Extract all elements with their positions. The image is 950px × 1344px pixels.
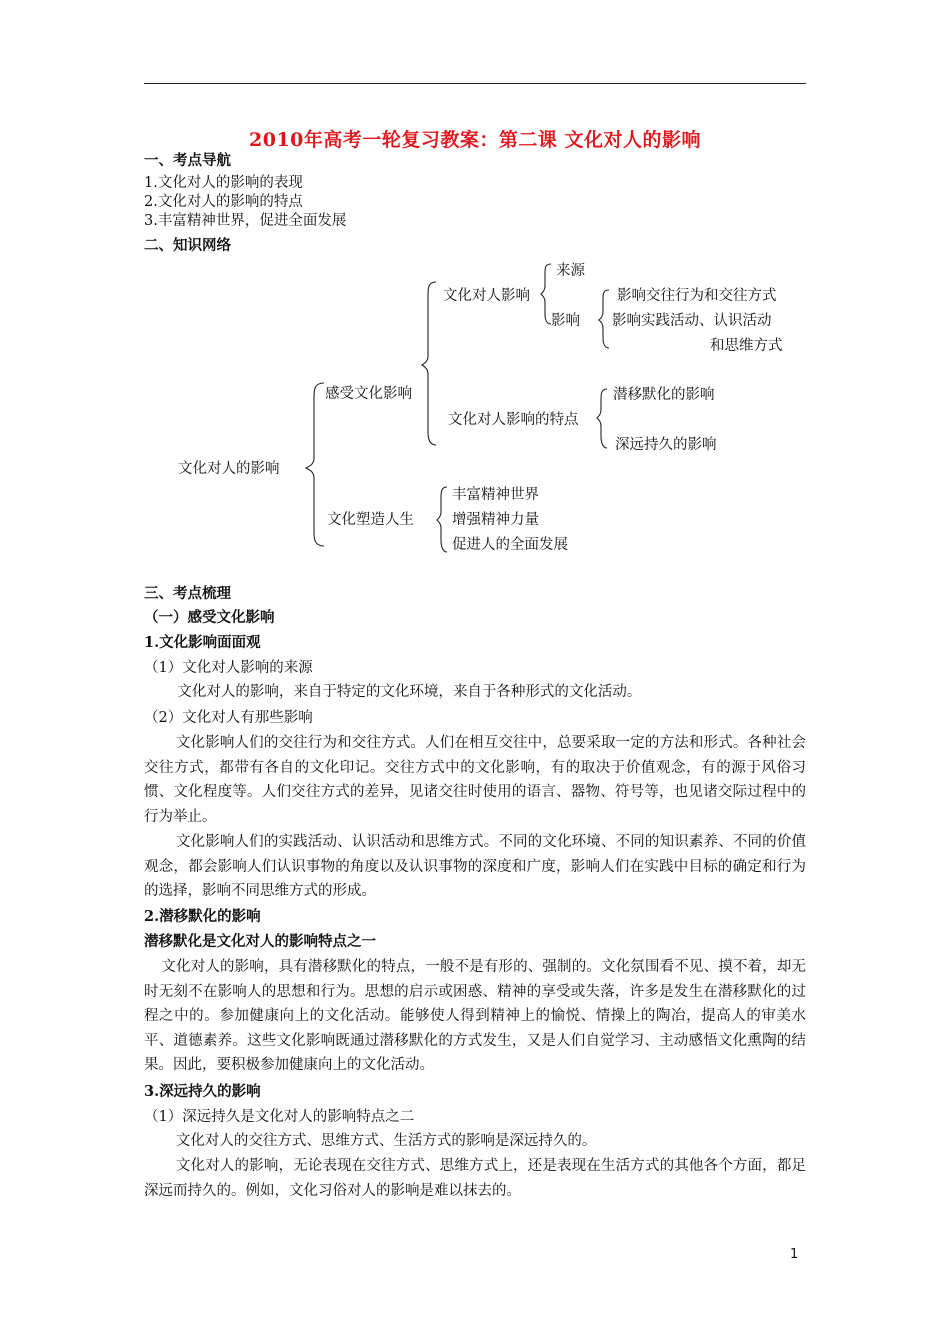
s1-question-1: （1）文化对人影响的来源 bbox=[144, 660, 313, 676]
s3-question-1: （1）深远持久是文化对人的影响特点之二 bbox=[144, 1109, 415, 1125]
brace-influence bbox=[599, 290, 609, 348]
brace-branch2 bbox=[437, 487, 447, 552]
mindmap-influence-item-2: 影响实践活动、认识活动 bbox=[612, 313, 772, 329]
s2-subtitle: 潜移默化是文化对人的影响特点之一 bbox=[144, 933, 376, 950]
mindmap-branch1: 感受文化影响 bbox=[325, 386, 412, 402]
mindmap-feature-2: 深远持久的影响 bbox=[615, 437, 717, 453]
section1-heading: 一、考点导航 bbox=[144, 152, 231, 169]
mindmap-influence-item-1: 影响交往行为和交往方式 bbox=[617, 288, 777, 304]
section3-heading: 三、考点梳理 bbox=[144, 585, 231, 602]
mindmap-root: 文化对人的影响 bbox=[178, 461, 280, 477]
s1-paragraph-3: 文化影响人们的实践活动、认识活动和思维方式。不同的文化环境、不同的知识素养、不同的价值观念，都会影响人们认识事物的角度以及认识事物的深度和广度，影响人们在实践中目标的确定和行为的选择，影响不同思维方式的形成。 bbox=[144, 834, 806, 899]
mindmap-branch2-item-2: 增强精神力量 bbox=[452, 512, 539, 528]
section3-part1: （一）感受文化影响 bbox=[144, 609, 275, 626]
section2-heading: 二、知识网络 bbox=[144, 237, 231, 254]
s2-paragraph-1: 文化对人的影响，具有潜移默化的特点，一般不是有形的、强制的。文化氛围看不见、摸不着，却无时无刻不在影响人的思想和行为。思想的启示或困惑、精神的享受或失落，许多是发生在潜移默化的过程之中的。参加健康向上的文化活动。能够使人得到精神上的愉悦、情操上的陶冶，提高人的审美水平、道德素养。这些文化影响既通过潜移默化的方式发生，又是人们自觉学习、主动感悟文化熏陶的结果。因此，要积极参加健康向上的文化活动。 bbox=[144, 959, 806, 1073]
mindmap-branch1-sub1: 文化对人影响 bbox=[443, 288, 530, 304]
brace-root bbox=[306, 383, 324, 546]
s1-title: 1.文化影响面面观 bbox=[144, 634, 261, 651]
mindmap-branch2-item-1: 丰富精神世界 bbox=[452, 487, 539, 503]
mindmap-feature-1: 潜移默化的影响 bbox=[613, 387, 715, 403]
document-title: 2010年高考一轮复习教案：第二课 文化对人的影响 bbox=[249, 129, 701, 151]
s3-title: 3.深远持久的影响 bbox=[144, 1083, 261, 1100]
s2-title: 2.潜移默化的影响 bbox=[144, 908, 261, 925]
mindmap-branch2: 文化塑造人生 bbox=[327, 512, 414, 528]
mindmap-influence: 影响 bbox=[551, 313, 580, 329]
section1-item-2: 2.文化对人的影响的特点 bbox=[144, 194, 303, 210]
mindmap-source: 来源 bbox=[556, 263, 585, 279]
page-number: 1 bbox=[790, 1247, 799, 1262]
s3-paragraph-2: 文化对人的影响，无论表现在交往方式、思维方式上，还是表现在生活方式的其他各个方面，都足深远而持久的。例如，文化习俗对人的影响是难以抹去的。 bbox=[144, 1158, 806, 1199]
mindmap-branch1-sub2: 文化对人影响的特点 bbox=[448, 412, 579, 428]
brace-sub1 bbox=[541, 264, 551, 324]
brace-branch1 bbox=[422, 282, 436, 445]
mindmap-branch2-item-3: 促进人的全面发展 bbox=[452, 537, 568, 553]
section1-item-3: 3.丰富精神世界，促进全面发展 bbox=[144, 213, 347, 229]
mindmap-influence-item-3: 和思维方式 bbox=[710, 338, 783, 354]
s1-paragraph-1: 文化对人的影响，来自于特定的文化环境，来自于各种形式的文化活动。 bbox=[177, 684, 642, 700]
s3-paragraph-1: 文化对人的交往方式、思维方式、生活方式的影响是深远持久的。 bbox=[175, 1133, 597, 1149]
s1-question-2: （2）文化对人有那些影响 bbox=[144, 710, 313, 726]
section1-item-1: 1.文化对人的影响的表现 bbox=[144, 175, 303, 191]
s1-paragraph-2: 文化影响人们的交往行为和交往方式。人们在相互交往中，总要采取一定的方法和形式。各种社会交往方式，都带有各自的文化印记。交往方式中的文化影响，有的取决于价值观念，有的源于风俗习惯、文化程度等。人们交往方式的差异，见诸交往时使用的语言、器物、符号等，也见诸交际过程中的行为举止。 bbox=[144, 735, 806, 825]
brace-features bbox=[597, 389, 607, 448]
